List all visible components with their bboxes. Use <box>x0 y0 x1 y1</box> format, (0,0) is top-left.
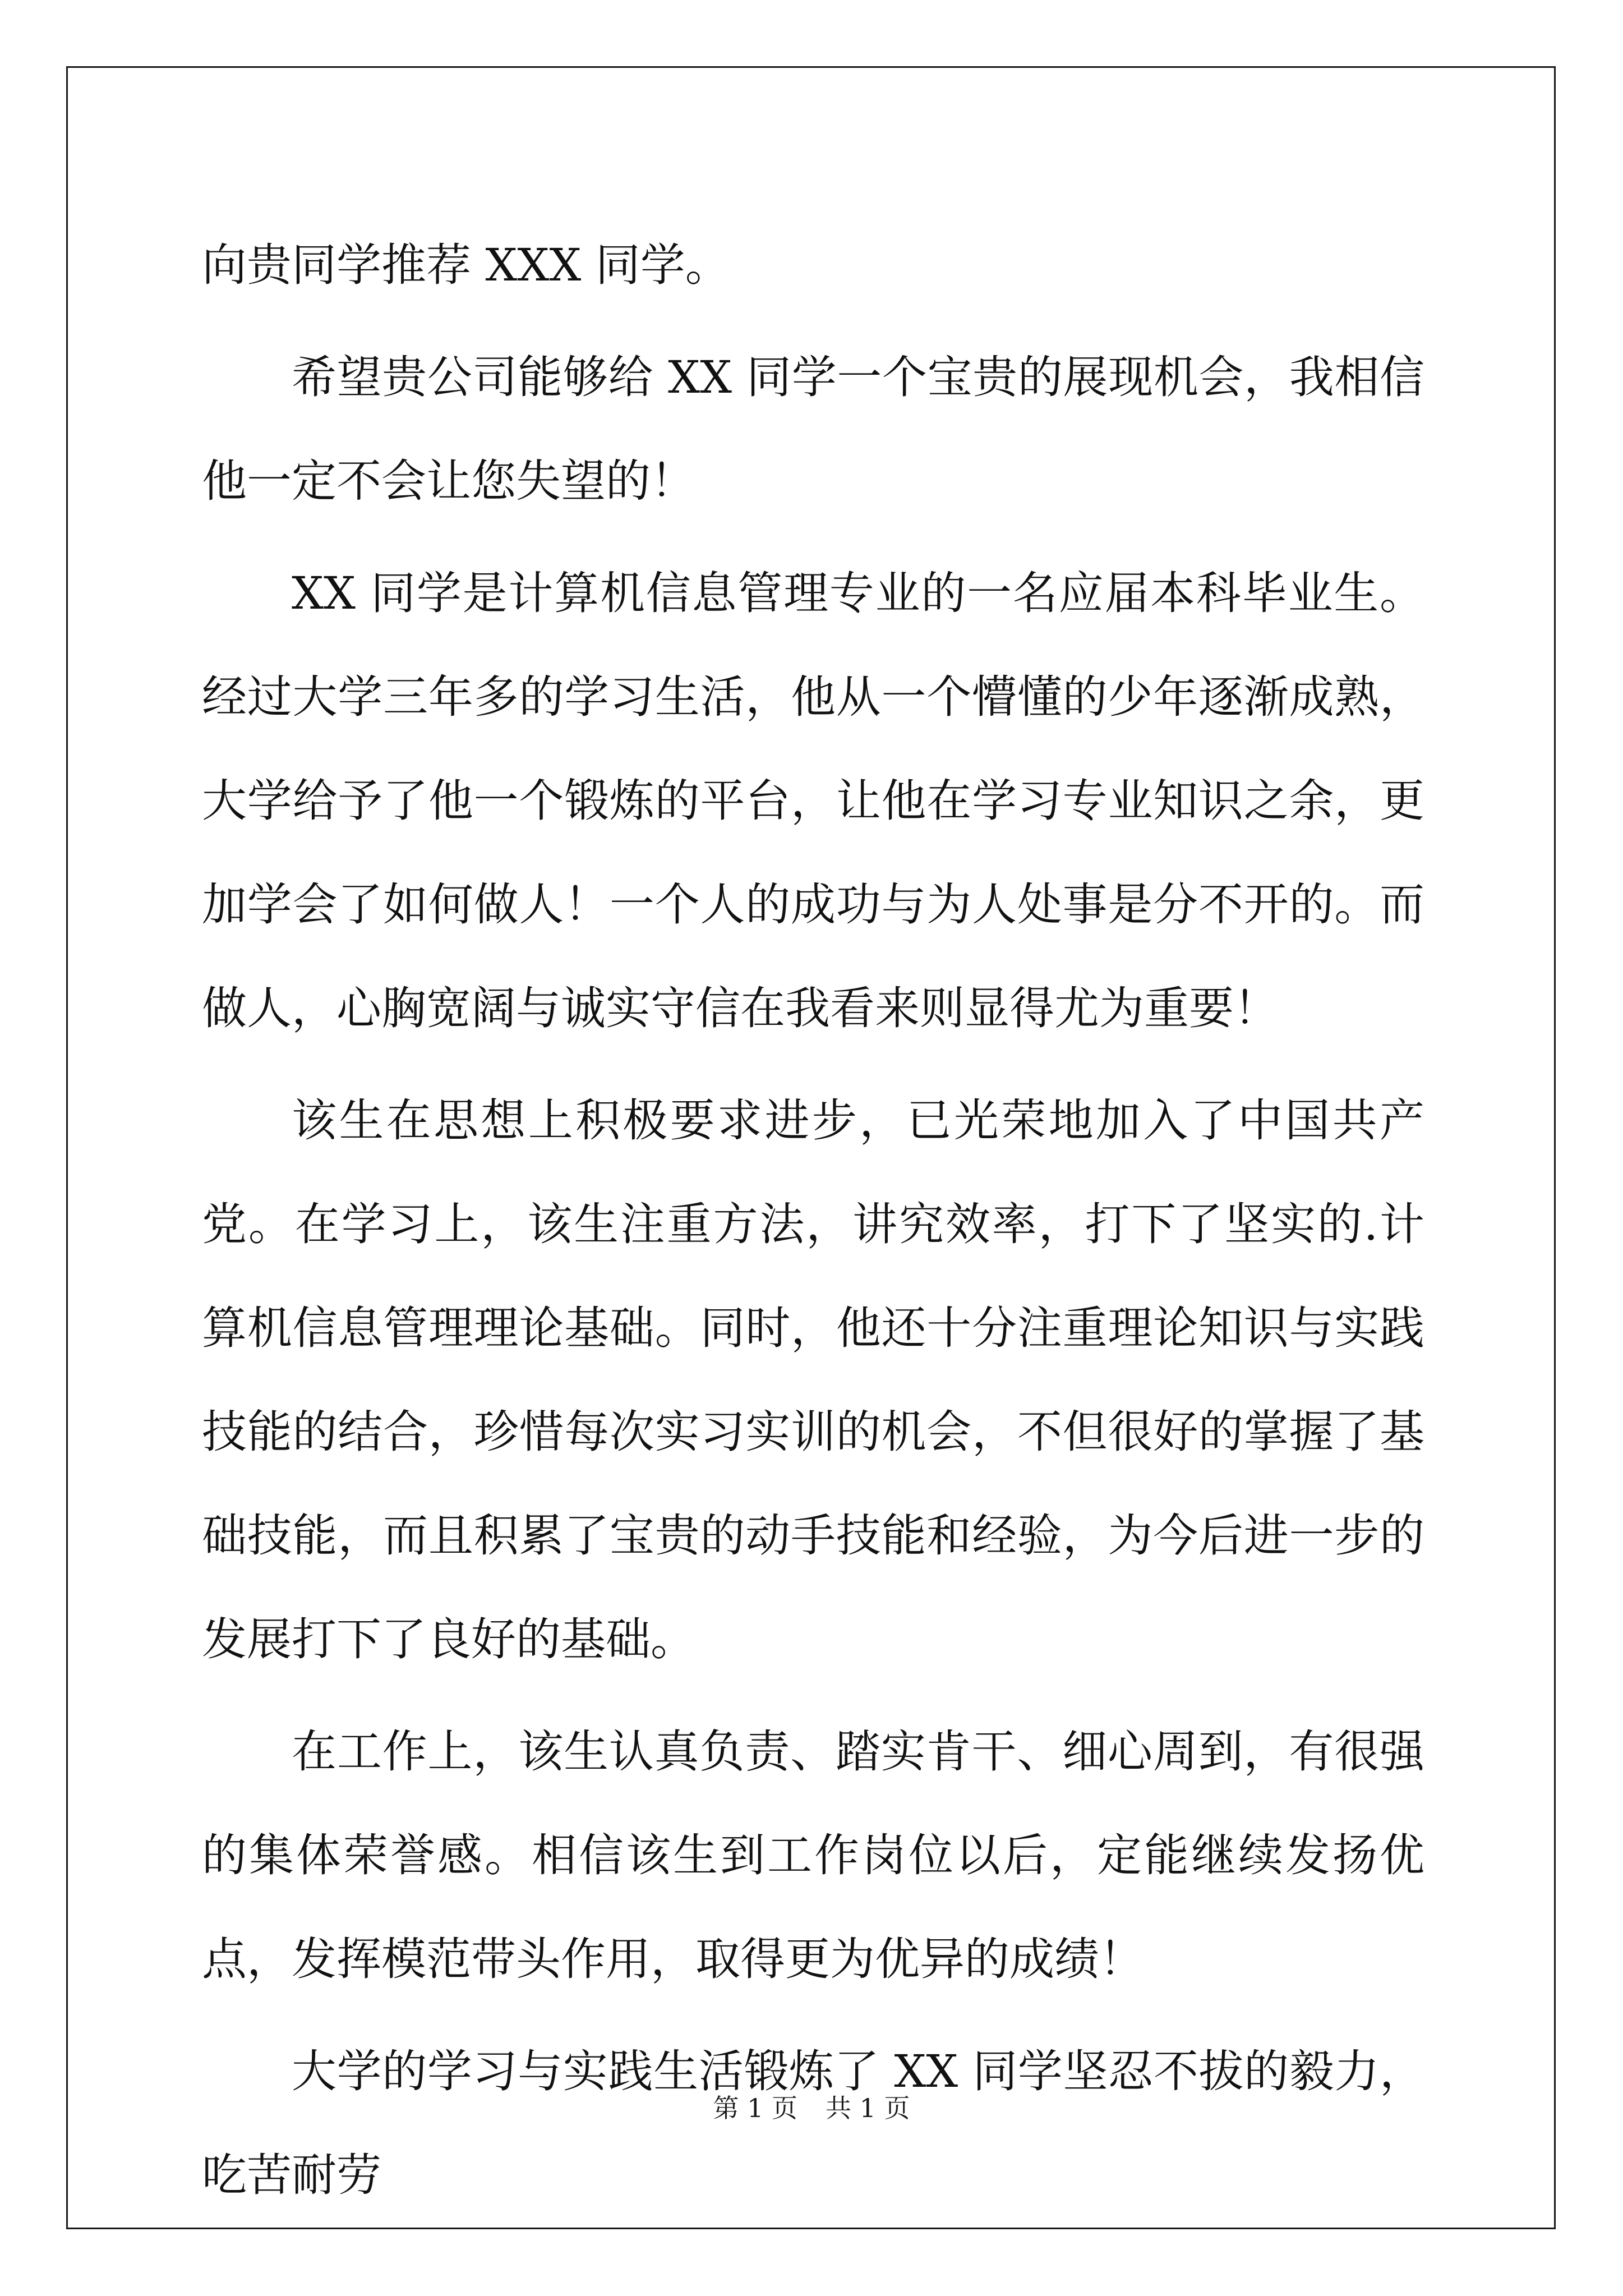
page-number-current: 第 1 页 <box>713 2093 797 2123</box>
page-footer <box>0 2088 1623 2125</box>
paragraph-2: 希望贵公司能够给 XX 同学一个宝贵的展现机会，我相信他一定不会让您失望的！ <box>202 351 1424 507</box>
paragraph-1: 向贵同学推荐 XXX 同学。 <box>202 239 730 291</box>
paragraph-4: 该生在思想上积极要求进步，已光荣地加入了中国共产党。在学习上，该生注重方法，讲究效率，打下了坚实的.计算机信息管理理论基础。同时，他还十分注重理论知识与实践技能的结合，珍惜每次实习实训的机会，不但很好的掌握了基础技能，而且积累了宝贵的动手技能和经验，为今后进一步的发展打下了良好的基础。 <box>202 1094 1424 1665</box>
page-number-total: 共 1 页 <box>826 2093 910 2123</box>
document-body <box>202 213 1424 2235</box>
paragraph-3: XX 同学是计算机信息管理专业的一名应届本科毕业生。经过大学三年多的学习生活，他从一个懵懂的少年逐渐成熟，大学给予了他一个锻炼的平台，让他在学习专业知识之余，更加学会了如何做人！一个人的成功与为人处事是分不开的。而做人，心胸宽阔与诚实守信在我看来则显得尤为重要！ <box>202 567 1424 1034</box>
paragraph-6: 大学的学习与实践生活锻炼了 XX 同学坚忍不拔的毅力，吃苦耐劳 <box>202 2045 1424 2201</box>
paragraph-5: 在工作上，该生认真负责、踏实肯干、细心周到，有很强的集体荣誉感。相信该生到工作岗位以后，定能继续发扬优点，发挥模范带头作用，取得更为优异的成绩！ <box>202 1726 1424 1985</box>
